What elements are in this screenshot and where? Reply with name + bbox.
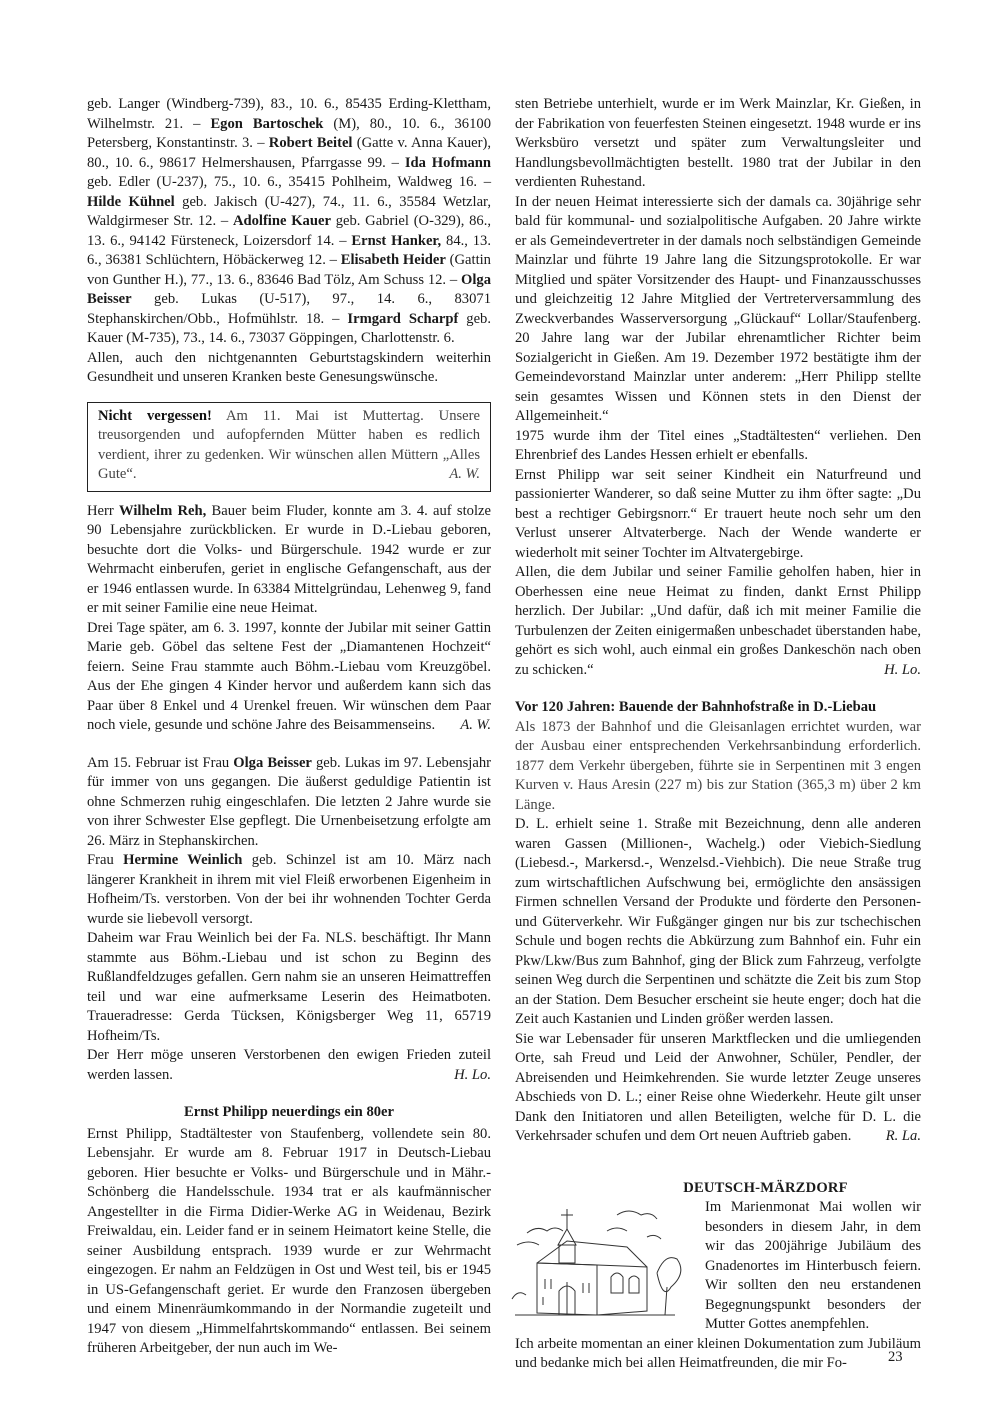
birthday-name: Elisabeth Heider xyxy=(340,252,446,268)
birthday-text: geb. Langer (Windberg-739), 83., 10. 6., 85435 Erding-Klettham, Wilhelmstr. 21. – xyxy=(87,96,491,132)
philipp-article-title: Ernst Philipp neuerdings ein 80er xyxy=(183,1104,394,1120)
bahnhofstrasse-signature: R. La. xyxy=(885,1128,921,1144)
birthday-text: 84., 13. 6., 36381 Schlüchtern, Höbäckerweg 12. – xyxy=(87,232,491,268)
marzdorf-paragraph-2: Ich arbeite momentan an einer kleinen Dokumentation zum Jubiläum und bedanke mich bei allen Heimatfreunden, die mir Fo- xyxy=(515,1335,921,1371)
reh-name: Wilhelm Reh, xyxy=(119,502,207,519)
bahnhofstrasse-paragraph-3: Sie war Lebensader für unseren Marktflecken und die umliegenden Orte, sah Freud und Leid der Anwohner, Schüler, Pendler, der Abreisenden und Heimkehrenden. Sie wurde letzter Zeuge unseres Abschieds von D. L.; einer Reise ohne Wiederkehr. Heute gilt unser Dank den Initiatoren und allen Beteiligten, welche für D. L. die Verkehrsader schufen und dem Ort neuen Auftrieb gaben. R. La. xyxy=(515,1030,921,1147)
birthday-list-paragraph xyxy=(87,95,491,349)
philipp-continued-2: In der neuen Heimat interessierte sich der damals ca. 30jährige sehr bald für kommunal- und sozialpolitische Aufgaben. 20 Jahre wirkte er als Gemeindevertreter in der damals noch selbständigen Gemeinde Mainzlar und führte 19 Jahre lang die Sitzungsprotokolle. Er war Mitglied und später Vorsitzender des Haupt- und Finanzausschusses und gleichzeitig 12 Jahre Mitglied der Vertreterversammlung des Zweckverbandes Wasserversorgung „Glückauf“ Lollar/Staufenberg. 20 Jahre lang war der Jubilar ehrenamtlicher Richter beim Sozialgericht in Gießen. Am 19. Dezember 1972 bestätigte ihm der Gemeindevorstand Mainzlar unter anderem: „Herr Philipp stellte sein gesamtes Wissen und Können stets in den Dienst der Allgemeinheit.“ xyxy=(515,193,921,424)
birthday-text: (Gatte v. Anna Kauer), 80., 10. 6., 98617 Helmershausen, Pfarrgasse 99. – xyxy=(87,135,491,171)
birthday-name: Egon Bartoschek xyxy=(210,115,324,132)
birthday-text: geb. Gabriel (O-329), 86., 13. 6., 94142 Fürsteneck, Loizersdorf 14. – xyxy=(87,213,491,249)
left-column xyxy=(87,95,491,1359)
obituary-weinlich-detail: Daheim war Frau Weinlich bei der Fa. NLS. beschäftigt. Ihr Mann stammte aus Böhm.-Liebau und ist schon zu Beginn des Rußlandfeldzuges gefallen. Gern nahm sie an unseren Heimattreffen teil und war eine aufmerksame Leserin des Heimatboten. Traueradresse: Gerda Tücksen, Königsberger Weg 11, 65719 Hofheim/Ts. xyxy=(87,930,491,1044)
birthday-name: Irmgard Scharpf xyxy=(347,310,459,327)
philipp-continued-1: sten Betriebe unterhielt, wurde er im Werk Mainzlar, Kr. Gießen, in der Fabrikation von feuerfesten Steinen eingesetzt. 1948 wurde er ins Werksbüro versetzt und später zum Verwaltungsleiter und Handlungsbevollmächtigten bestellt. 1980 trat der Jubilar in den verdienten Ruhestand. xyxy=(515,96,921,190)
birthday-text: geb. Kauer (M-735), 73., 14. 6., 73037 Göppingen, Charlottenstr. 6. xyxy=(87,310,491,346)
birthday-text: (Gattin von Gunther H.), 77., 13. 6., 83646 Bad Tölz, Am Schuss 12. – xyxy=(87,252,491,288)
birthday-name: Ernst Hanker, xyxy=(351,232,442,249)
birthday-name: Ida Hofmann xyxy=(404,154,491,171)
notice-body: Am 11. Mai ist Muttertag. Unsere treusorgenden und aufopfernden Mütter haben es redlich verdient, ihrer zu gedenken. Wir wünschen allen Müttern „Alles Gute“. xyxy=(98,407,481,482)
birthday-text: geb. Edler (U-237), 75., 10. 6., 35415 Pohlheim, Waldweg 16. – xyxy=(87,174,491,190)
philipp-article-text: Ernst Philipp, Stadtältester von Staufenberg, vollendete sein 80. Lebensjahr. Er wurde am 8. Februar 1917 in Deutsch-Liebau geboren. Hier besuchte er Volks- und Bürgerschule und in Mähr.-Schönberg die Handelsschule. 1934 trat er als kaufmännischer Angestellter in die Firma Didier-Werke AG in Weidenau, Bezirk Freiwaldau, ein. Leider fand er in seinem Heimatort keine Stelle, die seiner Ausbildung entsprach. 1939 wurde er zur Wehrmacht eingezogen. Er nahm an Feldzügen in Ost und West teil, bis er 1945 in US-Gefangenschaft geriet. Er wurde den Franzosen übergeben und einem Minenräumkommando in der Normandie zugeteilt und 1947 von diesem „Himmelfahrtskommando“ entlassen. Bei seinem früheren Arbeitgeber, der nun auch im We- xyxy=(87,1125,491,1356)
obituary-weinlich: Frau Hermine Weinlich geb. Schinzel ist am 10. März nach längerer Krankheit in ihrem mit viel Fleiß erworbenen Eigenheim in Hofheim/Ts. verstorben. Von der bei ihr wohnenden Tochter Gerda wurde sie liebevoll versorgt. xyxy=(87,852,491,927)
birthday-name: Adolfine Kauer xyxy=(232,213,331,229)
obituary-signature: H. Lo. xyxy=(454,1066,491,1083)
bahnhofstrasse-paragraph-2: D. L. erhielt seine 1. Straße mit Bezeichnung, denn alle anderen waren Gassen (Millionen-, Wachelg.) oder Viebich-Siedlung (Liebesd.-, Markersd.-, Wenzelsd.-Viehbich). Die neue Straße trug zum wirtschaftlichen Aufschwung bei, ermöglichte den ansässigen Firmen schnellen Versand der Produkte und förderte den Personen- und Güterverkehr. Wir Fußgänger gingen nur bis zur tschechischen Schule und bogen rechts die Abkürzung zum Bahnhof ein. Fuhr ein Pkw/Lkw/Bus zum Bahnhof, ging der Blick zum Fahrzeug, verfolgte seinen Weg durch die Serpentinen und schätzte die Zeit bis zum Stop an der Station. Dem Besucher erscheint sie heute enger; doch hat die Zeit auch Kastanien und Linden größer werden lassen. xyxy=(515,816,921,1027)
marzdorf-paragraph-1: Im Marienmonat Mai wollen wir besonders in diesem Jahr, in dem wir das 200jährige Jubiläum des Gnadenortes im Hinterbusch feiern. Wir sollten den neu erstandenen Begegnungspunkt besonders der Mutter Gottes anempfehlen. xyxy=(705,1199,921,1332)
philipp-signature: H. Lo. xyxy=(884,661,921,678)
bahnhofstrasse-title: Vor 120 Jahren: Bauende der Bahnhofstraße in D.-Liebau xyxy=(515,699,877,715)
right-column xyxy=(515,95,921,1374)
reh-paragraph-2: Drei Tage später, am 6. 3. 1997, konnte der Jubilar mit seiner Gattin Marie geb. Göbel das seltene Fest der „Diamantenen Hochzeit“ feiern. Seine Frau stammte auch Böhm.-Liebau vom Kreuzgöbel. Aus der Ehe gingen 4 Kinder hervor und außerdem kann sich das Paar über 8 Enkel und 4 Urenkel freuen. Wir wünschen dem Paar noch viele, gesunde und schöne Jahre des Beisammenseins. A. W. xyxy=(87,619,491,736)
notice-signature: A. W. xyxy=(449,466,480,482)
mothers-day-notice xyxy=(87,402,491,492)
reh-signature: A. W. xyxy=(460,717,491,733)
mothers-day-notice-text xyxy=(98,407,480,485)
philipp-continued-4: Ernst Philipp war seit seiner Kindheit ein Naturfreund und passionierter Wanderer, so daß seine Mutter zu ihm öfter sagte: „Du best a rechtiger Gebirgsnorr.“ Er trauert heute noch sehr um den Verlust unserer Altvaterberge. Nach der Wende wanderte er wiederholt mit seiner Tochter im Altvatergebirge. xyxy=(515,466,921,561)
chapel-sketch-image xyxy=(507,1203,697,1323)
philipp-continued-3: 1975 wurde ihm der Titel eines „Stadtältesten“ verliehen. Den Ehrenbrief des Landes Hessen erhielt er ebenfalls. xyxy=(515,427,921,463)
birthday-name: Olga Beisser xyxy=(87,271,491,307)
obituary-beisser: Am 15. Februar ist Frau Olga Beisser geb. Lukas im 97. Lebensjahr für immer von uns gegangen. Die äußerst geduldige Patientin ist ohne Schmerzen ruhig eingeschlafen. Die letzten 2 Jahre wurde sie von ihrer Schwester Else gepflegt. Die Urnenbeisetzung erfolgte am 26. März in Stephanskirchen. xyxy=(87,754,491,849)
birthday-name: Robert Beitel xyxy=(268,135,353,151)
birthday-wishes-paragraph: Allen, auch den nichtgenannten Geburtstagskindern weiterhin Gesundheit und unseren Kranken beste Genesungswünsche. xyxy=(87,349,491,385)
bahnhofstrasse-paragraph-1: Als 1873 der Bahnhof und die Gleisanlagen errichtet wurden, war der Ausbau einer entsprechenden Verkehrsanbindung erforderlich. 1877 dem Verkehr übergeben, führte sie in Serpentinen mit 3 engen Kurven v. Haus Aresin (227 m) bis zur Station (365,3 m) über 2 km Länge. xyxy=(515,718,921,813)
marzdorf-title: DEUTSCH-MÄRZDORF xyxy=(683,1179,848,1196)
birthday-name: Hilde Kühnel xyxy=(87,193,175,210)
obituary-beisser-name: Olga Beisser xyxy=(233,754,312,771)
notice-label: Nicht vergessen! xyxy=(98,407,212,424)
obituary-closing: Der Herr möge unseren Verstorbenen den ewigen Frieden zuteil werden lassen. H. Lo. xyxy=(87,1046,491,1085)
birthday-text: geb. Lukas (U-517), 97., 14. 6., 83071 Stephanskirchen/Obb., Hofmühlstr. 18. – xyxy=(87,291,491,327)
marzdorf-section xyxy=(515,1179,921,1374)
obituary-weinlich-name: Hermine Weinlich xyxy=(123,852,243,868)
birthday-text: (M), 80., 10. 6., 36100 Petersberg, Konstantinstr. 3. – xyxy=(87,115,491,151)
philipp-continued-5: Allen, die dem Jubilar und seiner Familie geholfen haben, hier in Oberhessen eine neue Heimat zu finden, dankt Ernst Philipp herzlich. Der Jubilar: „Und dafür, daß ich mit meiner Familie die Turbulenzen der Zeiten einigermaßen unbeschadet überstanden habe, gehört es sich wohl, auch einmal ein großes Dankeschön nach oben zu schicken.“ H. Lo. xyxy=(515,563,921,680)
birthday-text: geb. Jakisch (U-427), 74., 11. 6., 35584 Wetzlar, Waldgirmeser Str. 12. – xyxy=(87,193,491,229)
reh-paragraph-1: Herr Wilhelm Reh, Bauer beim Fluder, konnte am 3. 4. auf stolze 90 Lebensjahre zurückblicken. Er wurde in D.-Liebau geboren, besuchte dort die Volks- und Bürgerschule. 1942 wurde er zur Wehrmacht einberufen, geriet in englische Gefangenschaft, aus der er 1946 entlassen wurde. In 63384 Mittelgründau, Lehenweg 9, fand er mit seiner Familie eine neue Heimat. xyxy=(87,502,491,616)
page-number: 23 xyxy=(888,1349,903,1365)
